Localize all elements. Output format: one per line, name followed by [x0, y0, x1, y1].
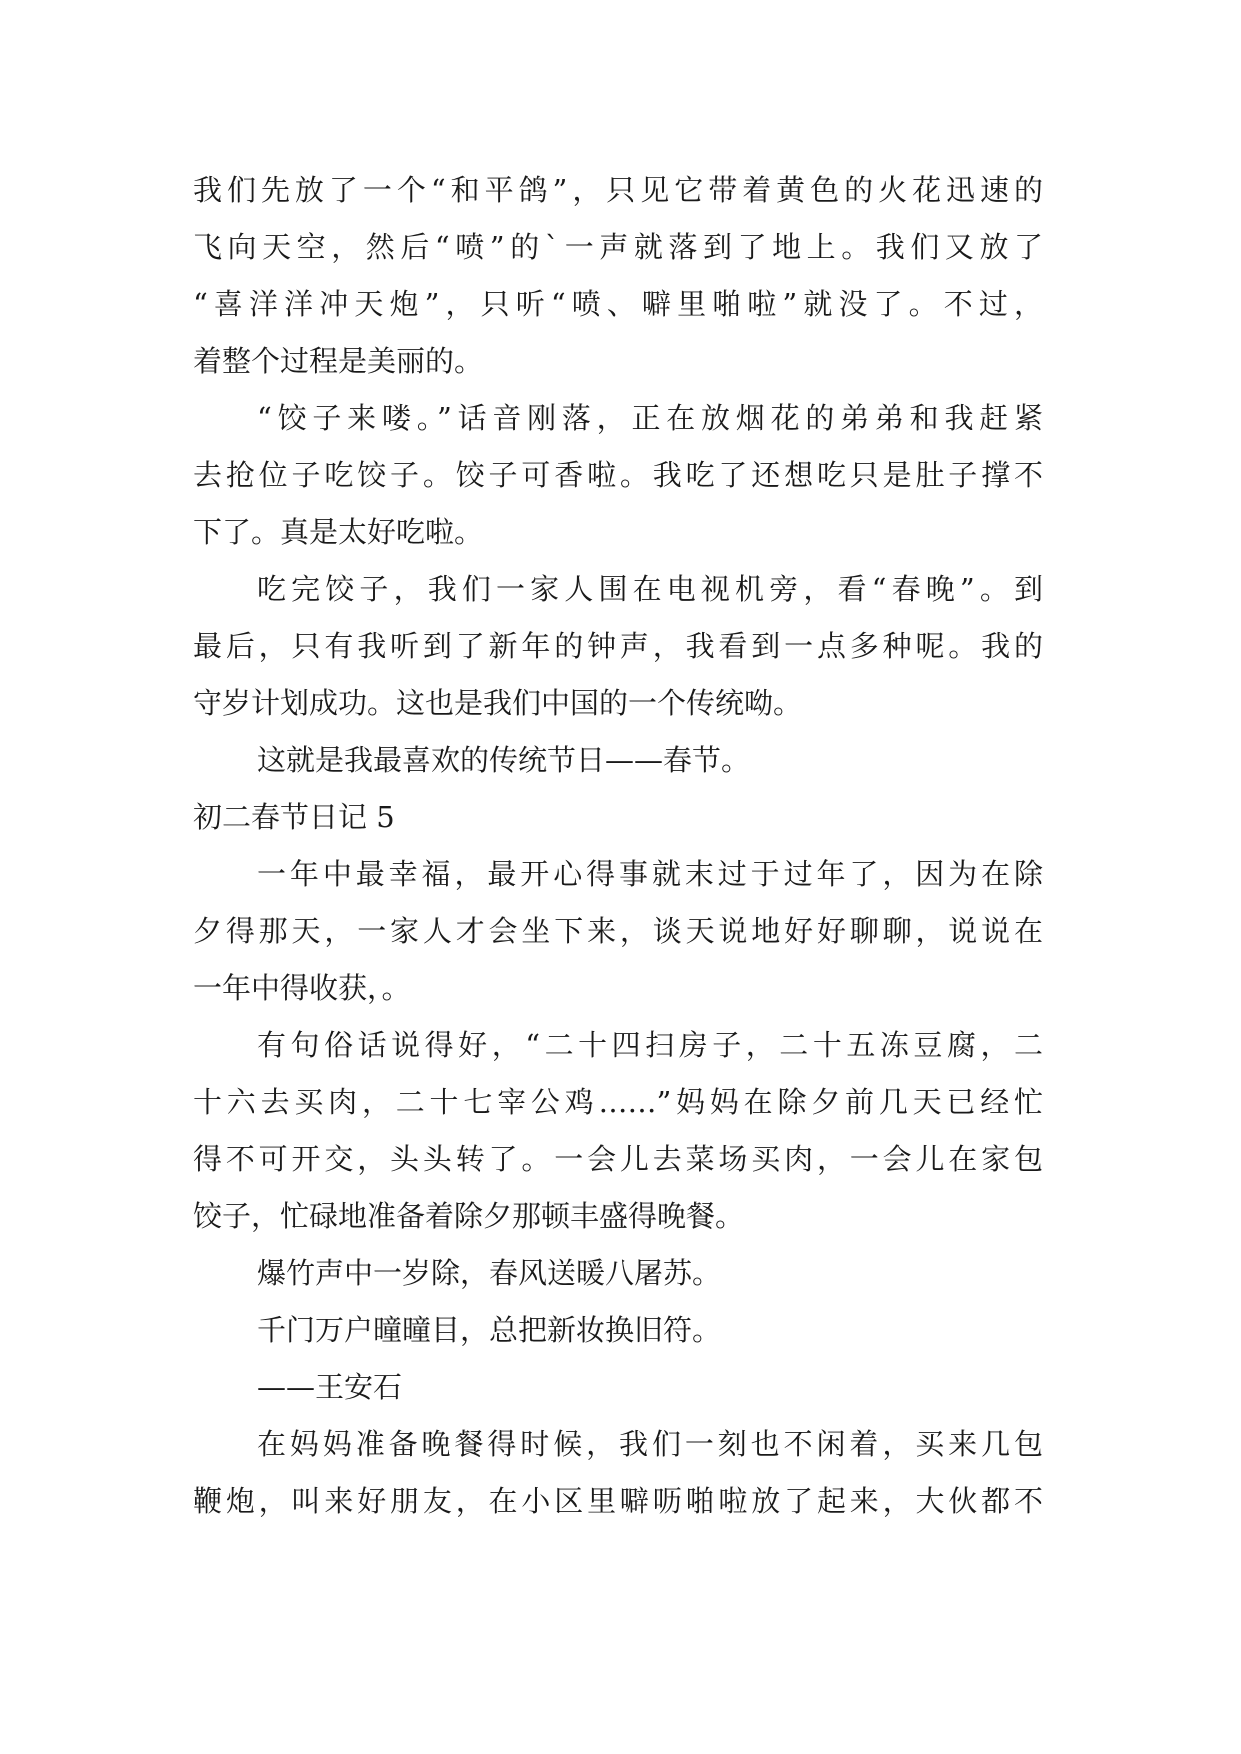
text-line: 守岁计划成功。这也是我们中国的一个传统呦。: [193, 686, 803, 720]
text-line: 着整个过程是美丽的。: [193, 344, 484, 378]
text-line: “饺子来喽。”话音刚落，正在放烟花的弟弟和我赶紧: [257, 401, 1043, 435]
text-line: 去抢位子吃饺子。饺子可香啦。我吃了还想吃只是肚子撑不: [193, 458, 1043, 492]
text-line: 十六去买肉，二十七宰公鸡……”妈妈在除夕前几天已经忙: [193, 1085, 1043, 1119]
text-line: 这就是我最喜欢的传统节日——春节。: [257, 743, 751, 777]
text-line: 飞向天空，然后“喷”的`一声就落到了地上。我们又放了: [193, 230, 1043, 264]
text-line: 下了。真是太好吃啦。: [193, 515, 484, 549]
text-line: 吃完饺子，我们一家人围在电视机旁，看“春晚”。到: [257, 572, 1043, 606]
poem-line: 爆竹声中一岁除，春风送暖八屠苏。: [257, 1256, 722, 1290]
text-line: 一年中得收获，。: [193, 971, 411, 1005]
poem-line: 千门万户曈曈目，总把新妆换旧符。: [257, 1313, 722, 1347]
text-line: 得不可开交，头头转了。一会儿去菜场买肉，一会儿在家包: [193, 1142, 1043, 1176]
text-line: 饺子，忙碌地准备着除夕那顿丰盛得晚餐。: [193, 1199, 745, 1233]
text-line: 在妈妈准备晚餐得时候，我们一刻也不闲着，买来几包: [257, 1427, 1043, 1461]
text-line: 最后，只有我听到了新年的钟声，我看到一点多种呢。我的: [193, 629, 1043, 663]
text-line: 鞭炮，叫来好朋友，在小区里噼呖啪啦放了起来，大伙都不: [193, 1484, 1043, 1518]
text-line: “喜洋洋冲天炮”，只听“喷、噼里啪啦”就没了。不过，: [193, 287, 1043, 321]
text-line: 有句俗话说得好，“二十四扫房子，二十五冻豆腐，二: [257, 1028, 1043, 1062]
text-line: 我们先放了一个“和平鸽”，只见它带着黄色的火花迅速的: [193, 173, 1043, 207]
section-heading: 初二春节日记 5: [193, 800, 395, 834]
text-line: 一年中最幸福，最开心得事就末过于过年了，因为在除: [257, 857, 1043, 891]
poem-author: ——王安石: [257, 1370, 403, 1404]
text-line: 夕得那天，一家人才会坐下来，谈天说地好好聊聊，说说在: [193, 914, 1043, 948]
